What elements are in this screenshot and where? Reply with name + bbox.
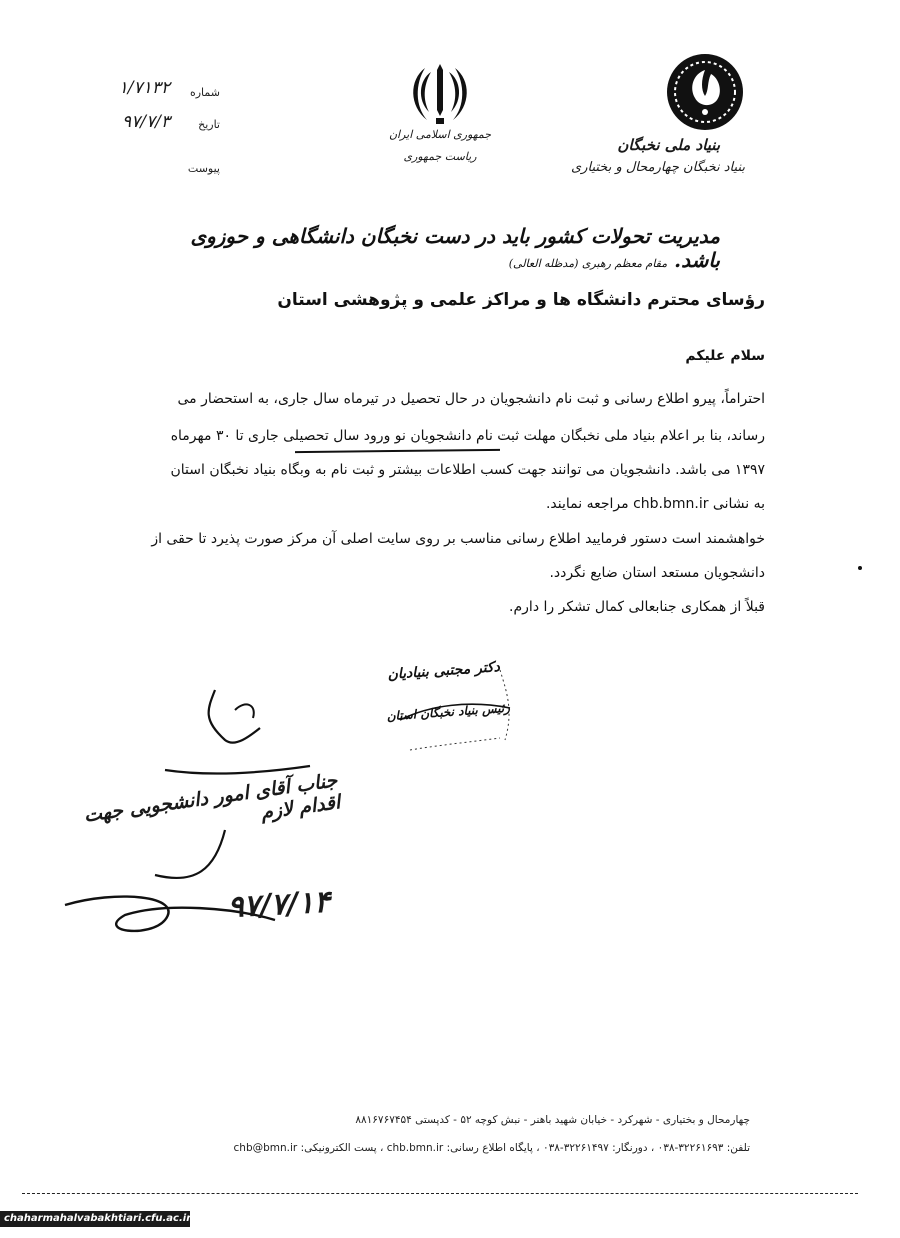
org-subname: بنیاد نخبگان چهارمحال و بختیاری <box>571 160 745 175</box>
date-value: ۹۷/۷/۳ <box>122 112 170 132</box>
body-line-4: به نشانی chb.bmn.ir مراجعه نمایند. <box>545 496 765 512</box>
handwritten-note: جناب آقای امور دانشجویی جهت اقدام لازم <box>82 769 342 827</box>
gov-line-1: جمهوری اسلامی ایران <box>388 128 492 141</box>
iran-emblem-icon <box>405 60 475 128</box>
foundation-logo <box>665 52 745 132</box>
motto-text: مدیریت تحولات کشور باید در دست نخبگان دانشگاهی و حوزوی باشد. <box>190 224 720 272</box>
margin-dot <box>858 566 862 570</box>
body-line-1: احتراماً، پیرو اطلاع رسانی و ثبت نام دانشجویان در حال تحصیل در تیرماه سال جاری، به استحضار می <box>177 391 765 407</box>
signature-title: رئیس بنیاد نخبگان استان <box>386 700 511 724</box>
body-line-2: رساند، بنا بر اعلام بنیاد ملی نخبگان مهلت ثبت نام دانشجویان نو ورود سال تحصیلی جاری تا ۳۰ مهرماه <box>170 428 765 444</box>
body-line-3: ۱۳۹۷ می باشد. دانشجویان می توانند جهت کسب اطلاعات بیشتر و ثبت نام به وبگاه بنیاد نخبگان استان <box>170 462 765 478</box>
footer-contact: تلفن: ۳۲۲۶۱۶۹۳-۰۳۸ ، دورنگار: ۳۲۲۶۱۴۹۷-۰۳۸ ، پایگاه اطلاع رسانی: chb.bmn.ir ، پست الکترونیکی: chb@bmn.ir <box>233 1142 750 1154</box>
signature-name: دکتر مجتبی بنیادیان <box>386 659 501 683</box>
footer-divider <box>22 1193 858 1194</box>
handwritten-date: ۹۷/۷/۱۴ <box>226 884 331 925</box>
greeting: سلام علیکم <box>685 348 765 364</box>
body-line-7: قبلاً از همکاری جنابعالی کمال تشکر را دارم. <box>509 599 765 615</box>
footer-address: چهارمحال و بختیاری - شهرکرد - خیابان شهید باهنر - نبش کوچه ۵۲ - کدپستی ۸۸۱۶۷۶۷۴۵۴ <box>355 1114 750 1126</box>
gov-line-2: ریاست جمهوری <box>403 150 477 163</box>
motto-attribution: مقام معظم رهبری (مدظله العالی) <box>508 257 668 270</box>
motto <box>190 224 720 272</box>
hand-underline <box>295 449 500 453</box>
addressee: رؤسای محترم دانشگاه ها و مراکز علمی و پژوهشی استان <box>277 290 765 310</box>
iran-emblem <box>405 60 475 128</box>
number-value: ۱/۷۱۳۲ <box>118 78 170 98</box>
signature-flourish <box>380 650 530 760</box>
date-label: تاریخ <box>198 118 220 131</box>
org-name: بنیاد ملی نخبگان <box>617 136 720 154</box>
attachment-label: پیوست <box>187 162 220 175</box>
body-line-5: خواهشمند است دستور فرمایید اطلاع رسانی مناسب بر روی سایت اصلی آن مرکز صورت پذیرد تا حقی از <box>151 531 765 547</box>
number-label: شماره <box>189 86 220 99</box>
site-watermark: chaharmahalvabakhtiari.cfu.ac.ir <box>0 1211 190 1227</box>
foundation-emblem-icon <box>665 52 745 132</box>
body-line-6: دانشجویان مستعد استان ضایع نگردد. <box>549 565 765 581</box>
